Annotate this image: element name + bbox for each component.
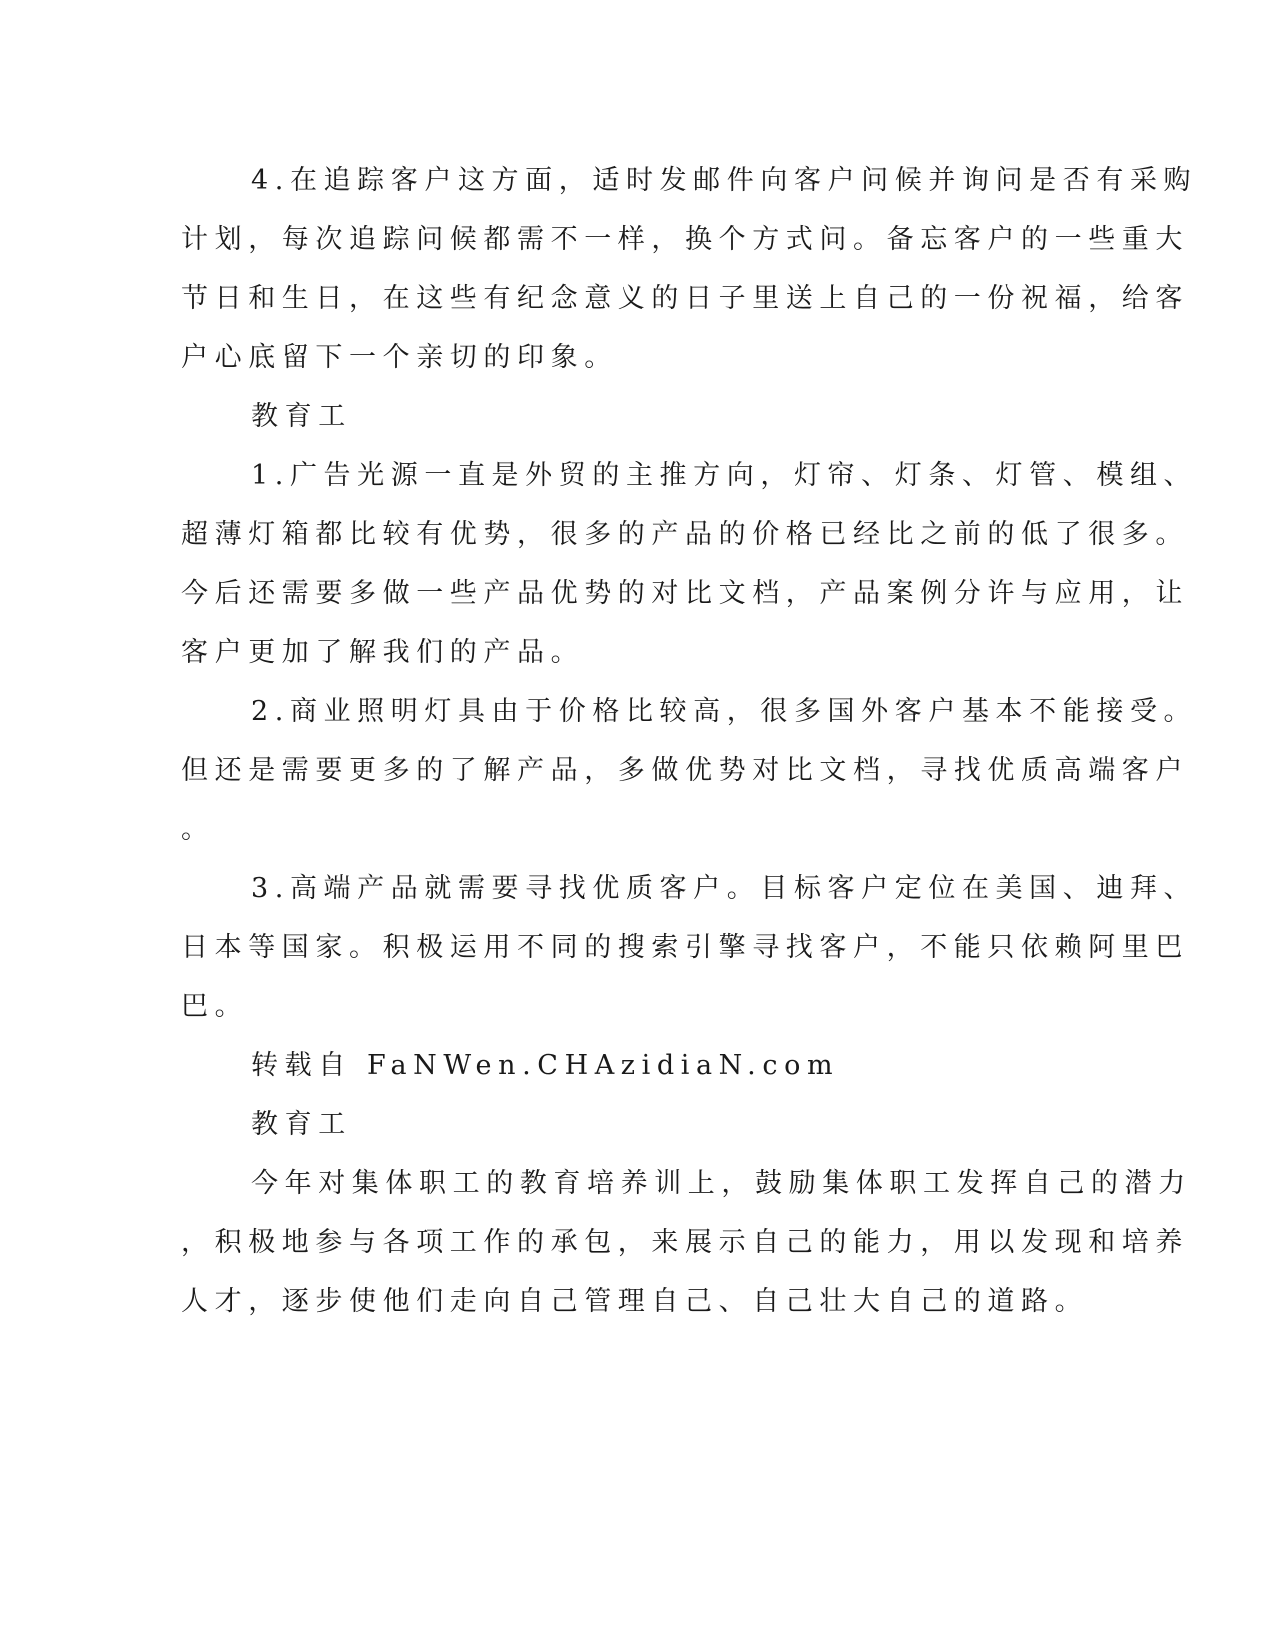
paragraph-line: 客户更加了解我们的产品。 [181, 637, 585, 668]
paragraph-line: 。 [181, 814, 215, 845]
paragraph-line: 节日和生日，在这些有纪念意义的日子里送上自己的一份祝福，给客 [181, 283, 1189, 314]
paragraph-line: 但还是需要更多的了解产品，多做优势对比文档，寻找优质高端客户 [181, 755, 1189, 786]
paragraph-line: 超薄灯箱都比较有优势，很多的产品的价格已经比之前的低了很多。 [181, 519, 1189, 550]
paragraph-line: 2.商业照明灯具由于价格比较高，很多国外客户基本不能接受。 [251, 696, 1198, 727]
paragraph-line: 计划，每次追踪问候都需不一样，换个方式问。备忘客户的一些重大 [181, 224, 1189, 255]
paragraph-line: 1.广告光源一直是外贸的主推方向，灯帘、灯条、灯管、模组、 [251, 460, 1198, 491]
paragraph-line: 今年对集体职工的教育培养训上，鼓励集体职工发挥自己的潜力 [251, 1168, 1192, 1199]
paragraph-line: 3.高端产品就需要寻找优质客户。目标客户定位在美国、迪拜、 [251, 873, 1198, 904]
paragraph-line: 今后还需要多做一些产品优势的对比文档，产品案例分许与应用，让 [181, 578, 1189, 609]
paragraph-line: 户心底留下一个亲切的印象。 [181, 342, 618, 373]
paragraph-line: 巴。 [181, 991, 249, 1022]
section-heading: 教育工 [251, 1109, 352, 1140]
source-line: 转载自 FaNWen.CHAzidiaN.com [251, 1050, 840, 1081]
paragraph-line: ，积极地参与各项工作的承包，来展示自己的能力，用以发现和培养 [181, 1227, 1189, 1258]
paragraph-line: 日本等国家。积极运用不同的搜索引擎寻找客户，不能只依赖阿里巴 [181, 932, 1189, 963]
paragraph-line: 人才，逐步使他们走向自己管理自己、自己壮大自己的道路。 [181, 1286, 1089, 1317]
section-heading: 教育工 [251, 401, 352, 432]
paragraph-line: 4.在追踪客户这方面，适时发邮件向客户问候并询问是否有采购 [251, 165, 1198, 196]
